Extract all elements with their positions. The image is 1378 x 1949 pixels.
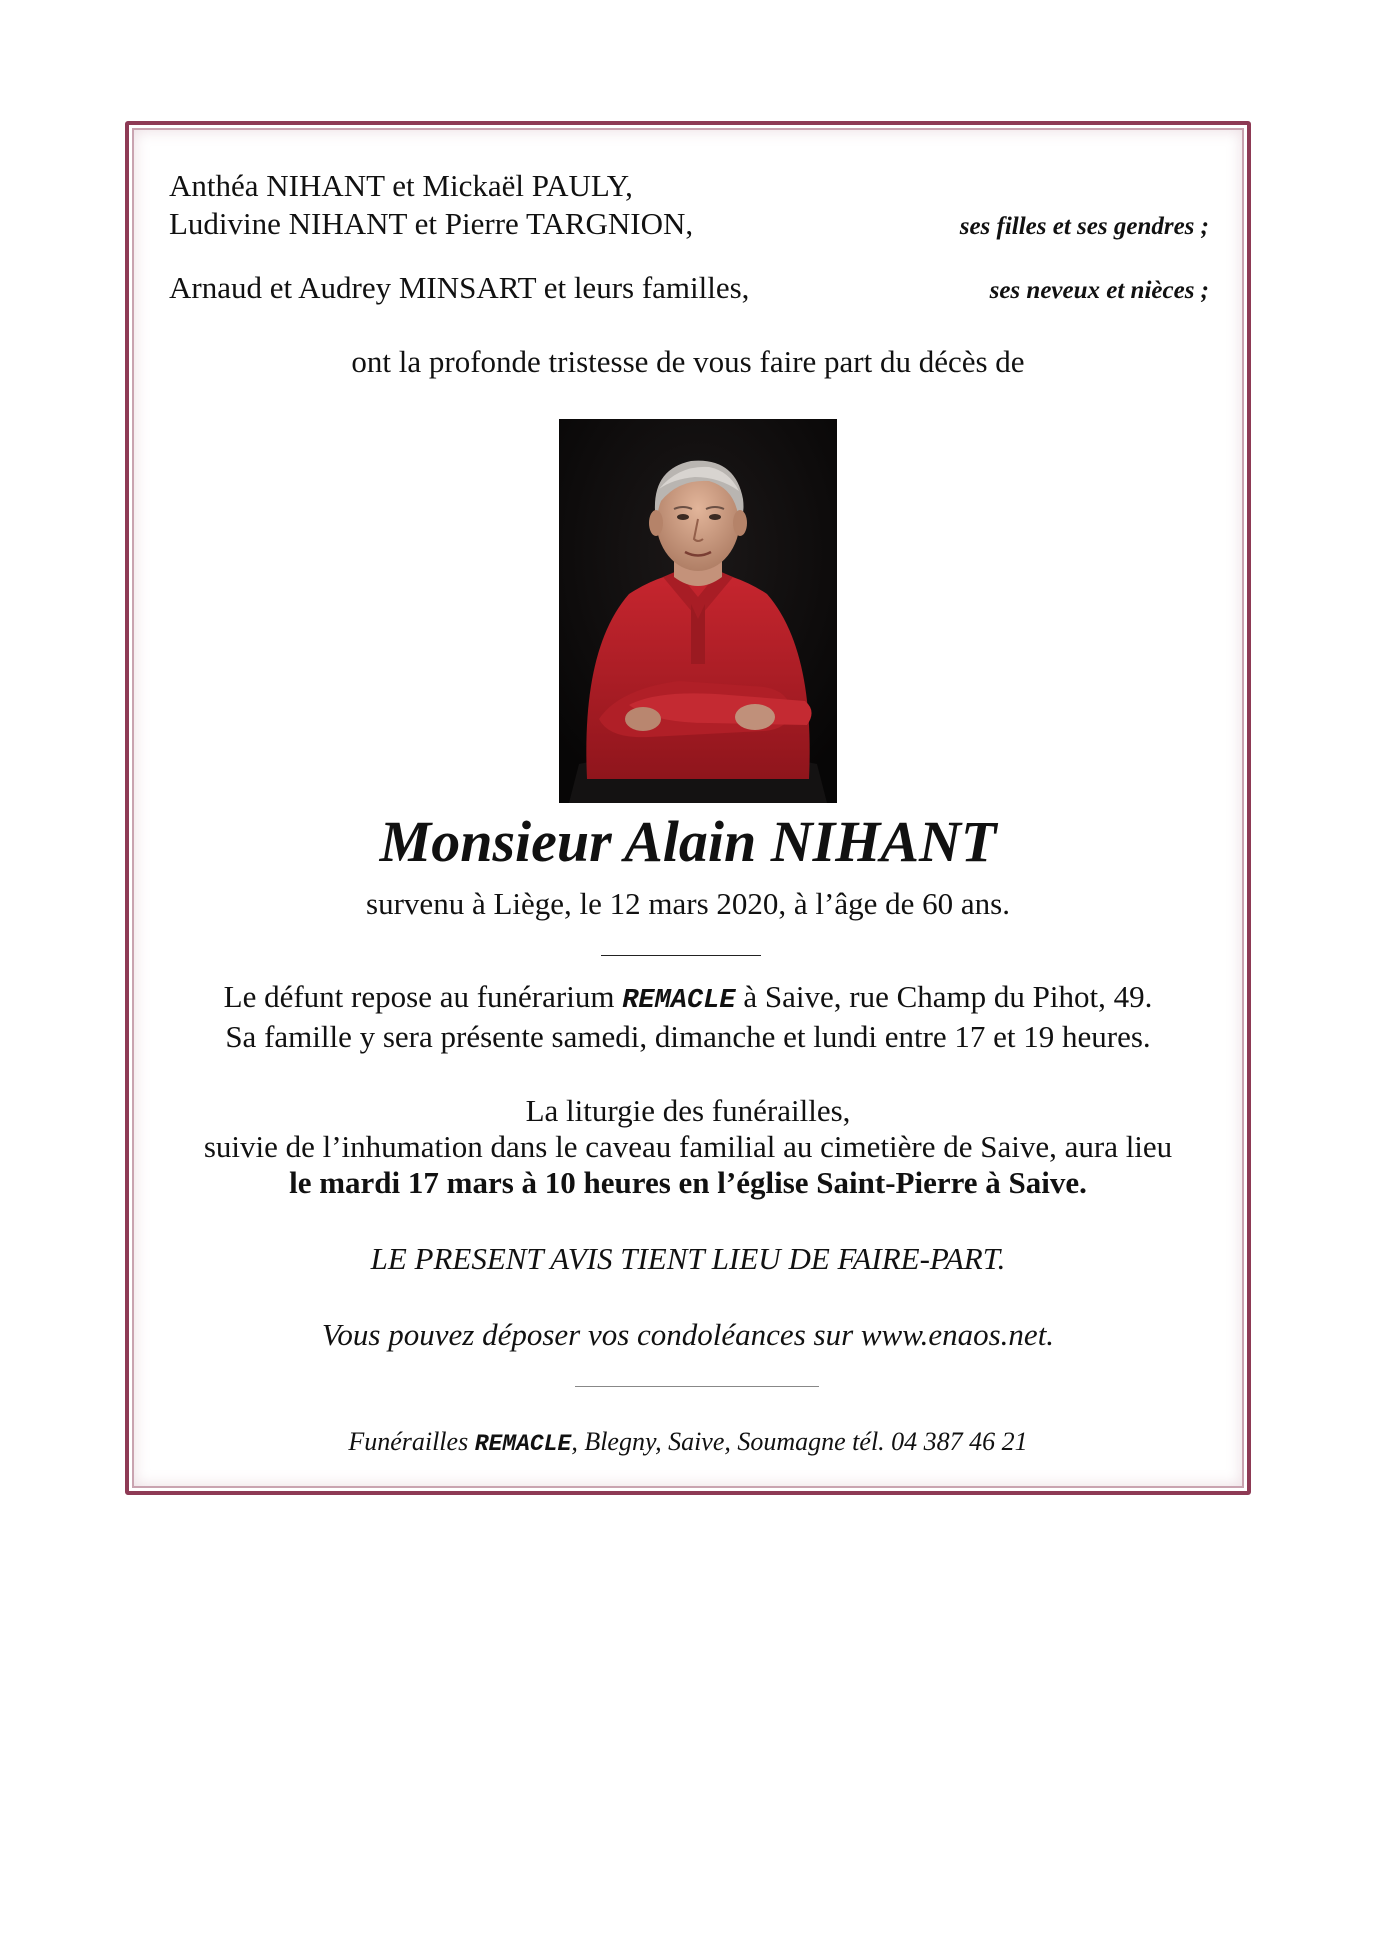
visitation-line-1 xyxy=(129,978,1247,1020)
obituary-frame xyxy=(125,121,1251,1495)
separator-line-2 xyxy=(575,1386,819,1387)
death-details: survenu à Liège, le 12 mars 2020, à l’âge de 60 ans. xyxy=(366,886,1010,921)
visitation-suffix: à Saive, rue Champ du Pihot, 49. xyxy=(743,979,1153,1014)
footer-prefix: Funérailles xyxy=(348,1427,469,1456)
intro-text: ont la profonde tristesse de vous faire part du décès de xyxy=(351,344,1025,379)
family-relation-note-1: ses filles et ses gendres ; xyxy=(959,213,1209,240)
footer-brand: REMACLE xyxy=(474,1431,572,1457)
visitation-line-2: Sa famille y sera présente samedi, dimanche et lundi entre 17 et 19 heures. xyxy=(225,1019,1151,1054)
family-line-3: Arnaud et Audrey MINSART et leurs familles, xyxy=(169,270,750,305)
funeral-line-1: La liturgie des funérailles, xyxy=(525,1093,851,1128)
family-relation-note-2: ses neveux et nièces ; xyxy=(989,277,1209,304)
notice-text: LE PRESENT AVIS TIENT LIEU DE FAIRE-PART. xyxy=(370,1241,1006,1276)
funeral-home-brand: REMACLE xyxy=(622,986,736,1016)
visitation-prefix: Le défunt repose au funérarium xyxy=(223,979,615,1014)
obituary-content xyxy=(129,125,1247,1491)
portrait-photo xyxy=(559,419,837,803)
footer-contact xyxy=(129,1427,1247,1457)
condolences-text: Vous pouvez déposer vos condoléances sur www.enaos.net. xyxy=(321,1317,1055,1352)
family-line-1: Anthéa NIHANT et Mickaël PAULY, xyxy=(169,168,633,203)
separator-line-1 xyxy=(601,955,761,956)
deceased-name: Monsieur Alain NIHANT xyxy=(379,809,997,874)
funeral-line-2: suivie de l’inhumation dans le caveau familial au cimetière de Saive, aura lieu xyxy=(203,1129,1173,1164)
portrait-illustration xyxy=(559,419,837,803)
family-line-2: Ludivine NIHANT et Pierre TARGNION, xyxy=(169,206,694,241)
funeral-line-3: le mardi 17 mars à 10 heures en l’église Saint-Pierre à Saive. xyxy=(289,1165,1087,1200)
footer-suffix: , Blegny, Saive, Soumagne tél. 04 387 46 21 xyxy=(571,1427,1028,1456)
